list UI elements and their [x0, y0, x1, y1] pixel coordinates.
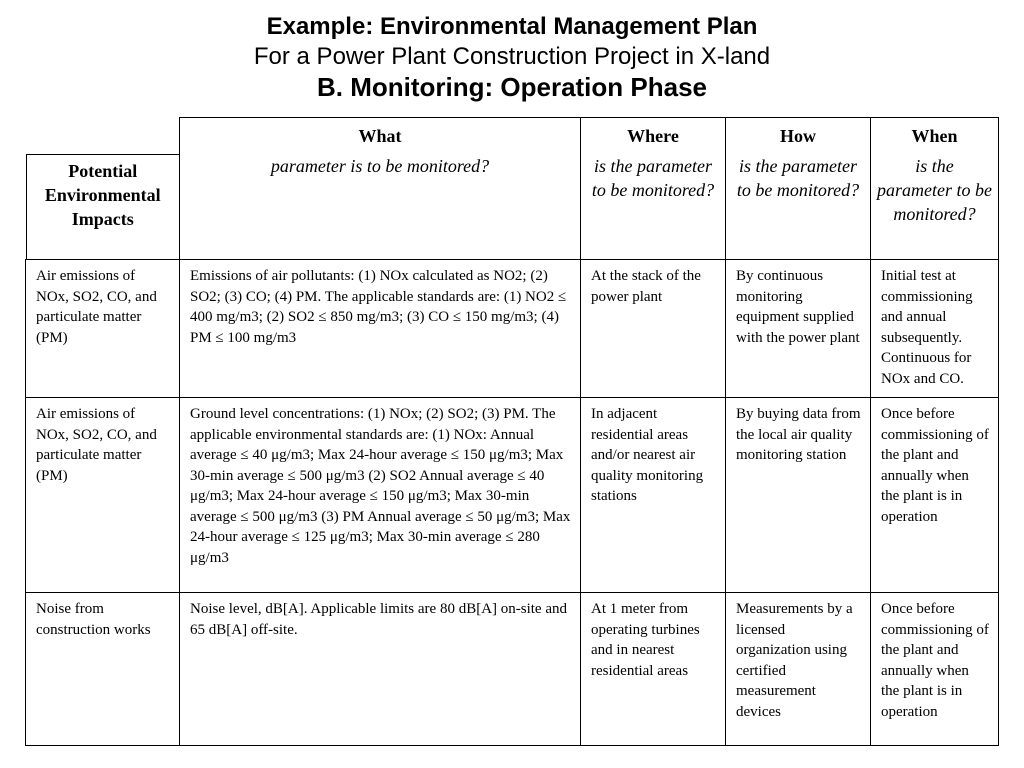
how-cell: Measurements by a licensed organization using certified measurement devices — [726, 593, 871, 746]
what-cell: Ground level concentrations: (1) NOx; (2) SO2; (3) PM. The applicable environmental standards are: (1) NOx: Annual average ≤ 40 μg/m3; Max 24-hour average ≤ 150 μg/m3; Max 30-min average ≤ 500 μg/m3 (2) SO2 Annual average ≤ 40 μg/m3; Max 24-hour average ≤ 150 μg/m3; Max 30-min average ≤ 500 μg/m3 (3) PM Annual average ≤ 50 μg/m3; Max 24-hour average ≤ 125 μg/m3; Max 30-min average ≤ 280 μg/m3 — [180, 398, 581, 593]
row-header-label: Potential Environmental Impacts — [26, 155, 180, 259]
column-header-how — [726, 118, 871, 260]
section-title: B. Monitoring: Operation Phase — [316, 72, 707, 102]
column-question: is the parameter to be monitored? — [591, 156, 715, 200]
column-title: How — [780, 126, 816, 146]
impact-cell: Air emissions of NOx, SO2, CO, and particulate matter (PM) — [26, 260, 180, 398]
where-cell: At the stack of the power plant — [581, 260, 726, 398]
how-cell: By continuous monitoring equipment supplied with the power plant — [726, 260, 871, 398]
column-title: Where — [627, 126, 679, 146]
column-title: When — [911, 126, 958, 146]
impact-cell: Air emissions of NOx, SO2, CO, and particulate matter (PM) — [26, 398, 180, 593]
how-cell: By buying data from the local air quality monitoring station — [726, 398, 871, 593]
page-subtitle: For a Power Plant Construction Project in X-land — [253, 43, 771, 70]
table-row — [26, 260, 999, 398]
where-cell: At 1 meter from operating turbines and in nearest residential areas — [581, 593, 726, 746]
what-cell: Emissions of air pollutants: (1) NOx calculated as NO2; (2) SO2; (3) CO; (4) PM. The applicable standards are: (1) NO2 ≤ 400 mg/m3; (2) SO2 ≤ 850 mg/m3; (3) CO ≤ 150 mg/m3; (4) PM ≤ 100 mg/m3 — [180, 260, 581, 398]
corner-cell — [26, 118, 180, 260]
column-header-when — [871, 118, 999, 260]
table-header-row — [26, 118, 999, 260]
slide-header — [0, 12, 1024, 102]
column-title: What — [358, 126, 402, 146]
when-cell: Once before commissioning of the plant and annually when the plant is in operation — [871, 593, 999, 746]
column-header-where — [581, 118, 726, 260]
impact-cell: Noise from construction works — [26, 593, 180, 746]
table-row — [26, 398, 999, 593]
column-question: parameter is to be monitored? — [270, 156, 490, 176]
when-cell: Initial test at commissioning and annual subsequently. Continuous for NOx and CO. — [871, 260, 999, 398]
where-cell: In adjacent residential areas and/or nearest air quality monitoring stations — [581, 398, 726, 593]
when-cell: Once before commissioning of the plant and annually when the plant is in operation — [871, 398, 999, 593]
table-row — [26, 593, 999, 746]
column-question: is the parameter to be monitored? — [877, 156, 992, 224]
what-cell: Noise level, dB[A]. Applicable limits are 80 dB[A] on-site and 65 dB[A] off-site. — [180, 593, 581, 746]
column-header-what — [180, 118, 581, 260]
column-question: is the parameter to be monitored? — [736, 156, 860, 200]
monitoring-table — [25, 117, 999, 746]
page-title: Example: Environmental Management Plan — [266, 13, 758, 40]
